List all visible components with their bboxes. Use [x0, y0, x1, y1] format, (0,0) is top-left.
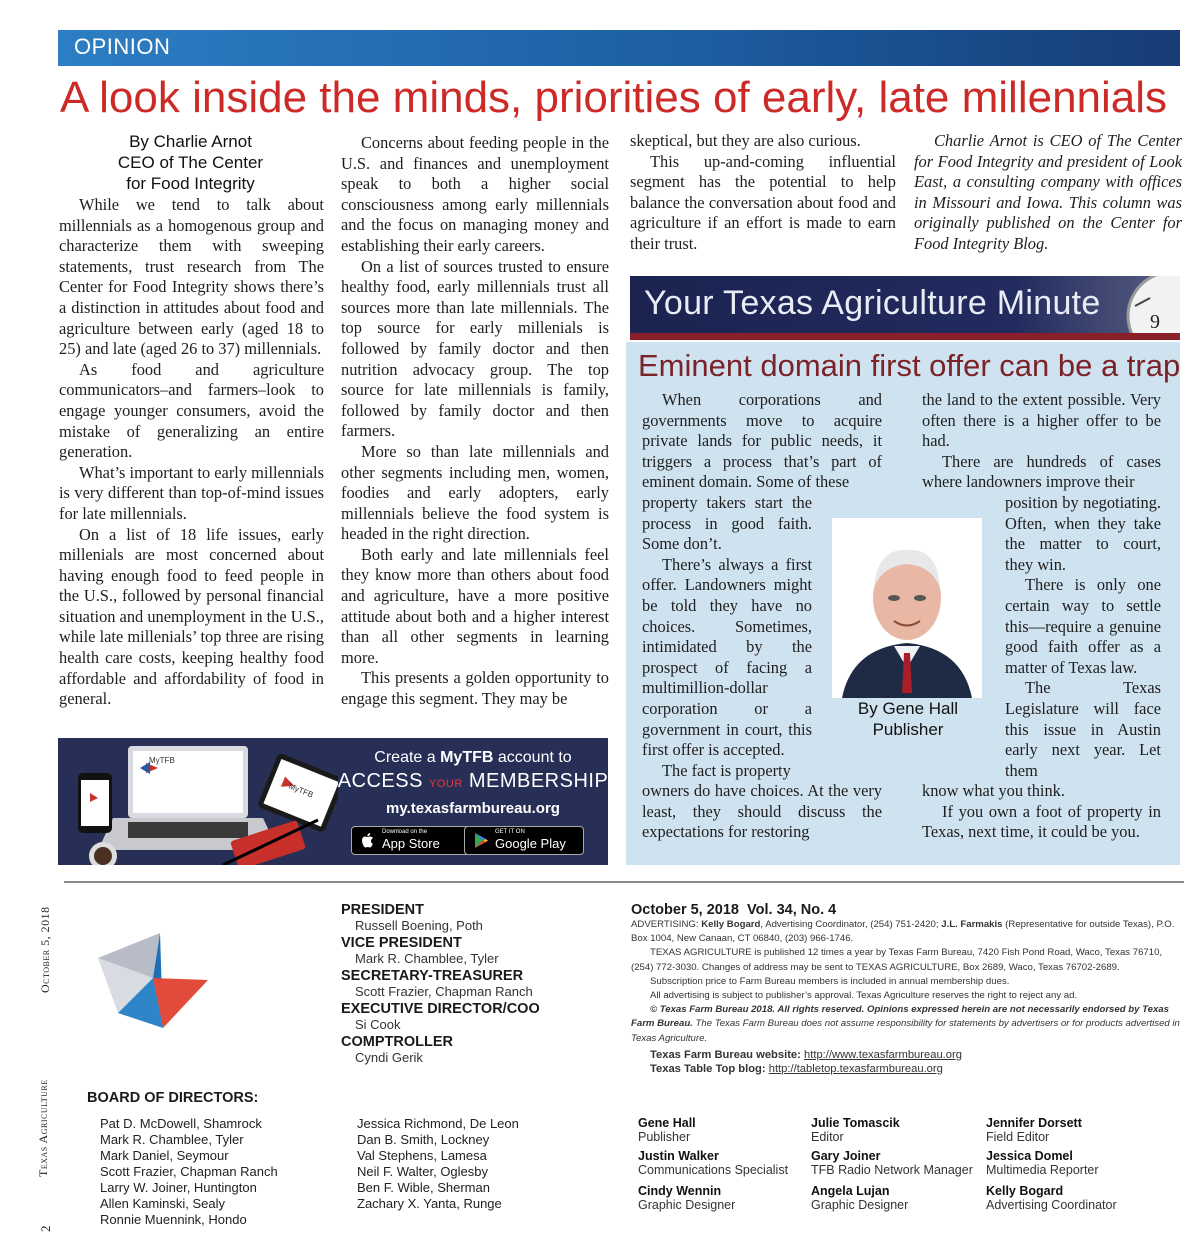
- issue-line: October 5, 2018 Vol. 34, No. 4: [631, 902, 837, 918]
- staff-name: Justin Walker: [638, 1149, 719, 1163]
- paragraph: property takers start the process in good faith. Some don’t.: [642, 492, 812, 554]
- vertical-publication: Texas Agriculture: [36, 1079, 50, 1177]
- board-member: Ronnie Muennink, Hondo: [100, 1212, 247, 1227]
- byline-name: By Charlie Arnot: [129, 132, 252, 151]
- ad-text: YOUR: [429, 778, 463, 790]
- article-headline: A look inside the minds, priorities of early, late millennials: [60, 73, 1168, 122]
- board-member: Ben F. Wible, Sherman: [357, 1180, 490, 1195]
- byline-org: for Food Integrity: [126, 174, 255, 193]
- officers-list: [341, 902, 540, 1065]
- board-member: Pat D. McDowell, Shamrock: [100, 1116, 262, 1131]
- officer-title: SECRETARY-TREASURER: [341, 968, 524, 984]
- caption-name: By Gene Hall: [857, 699, 959, 718]
- paragraph: Both early and late millennials feel they know more than others about food and agriculture, have a more positive attitude about both and a higher interest than all other segments in learning more.: [341, 544, 609, 667]
- paragraph: There’s always a first offer. Landowners might be told they have no choices. Sometimes, intimidated by the prospect of facing a multimillion-dollar corporation or a government in court, this first offer is accepted.: [642, 554, 812, 760]
- small-text: (Representative for outside Texas), P.O. Box 1004, New Canaan, CT 06840, (203) 966-1746.: [631, 919, 1175, 945]
- officer-title: VICE PRESIDENT: [341, 935, 462, 951]
- paragraph: the land to the extent possible. Very often there is a higher offer to be had.: [922, 390, 1161, 451]
- small-text: The Texas Farm Bureau does not assume responsibility for statements by advertisers or for products advertised in Texas Agriculture.: [631, 1018, 1180, 1044]
- staff-role: Field Editor: [986, 1130, 1050, 1144]
- officer-name: Cyndi Gerik: [355, 1050, 423, 1065]
- board-member: Val Stephens, Lamesa: [357, 1148, 487, 1163]
- staff-role: Advertising Coordinator: [986, 1198, 1117, 1212]
- banner-accent-line: [630, 333, 1180, 340]
- copyright-statement: [631, 1003, 1183, 1046]
- paragraph: The fact is property: [662, 760, 791, 780]
- staff-role: Graphic Designer: [811, 1198, 909, 1212]
- svg-text:9: 9: [1150, 311, 1160, 333]
- staff-entry: [638, 1149, 788, 1177]
- board-member: Scott Frazier, Chapman Ranch: [100, 1164, 278, 1179]
- google-play-icon: [473, 832, 489, 849]
- section-divider: [64, 881, 1184, 883]
- google-play-badge[interactable]: [464, 826, 584, 855]
- board-heading: BOARD OF DIRECTORS:: [87, 1090, 259, 1106]
- google-play-name: Google Play: [495, 836, 566, 851]
- officer-name: Mark R. Chamblee, Tyler: [355, 951, 499, 966]
- paragraph: The Texas Legislature will face this issue in Austin early next year. Let them: [1005, 678, 1161, 780]
- staff-name: Gene Hall: [638, 1116, 696, 1130]
- staff-role: Communications Specialist: [638, 1163, 789, 1177]
- author-photo: [832, 518, 982, 698]
- small-text: , Advertising Coordinator, (254) 751-2420;: [760, 919, 942, 930]
- board-list-left: [100, 1116, 278, 1228]
- officer-name: Russell Boening, Poth: [355, 918, 483, 933]
- blog-line: [650, 1062, 1183, 1076]
- subscription-statement: Subscription price to Farm Bureau members is included in annual membership dues.: [650, 975, 1010, 987]
- minute-banner-title: Your Texas Agriculture Minute: [644, 284, 1101, 322]
- publishing-statement: TEXAS AGRICULTURE is published 12 times a year by Texas Farm Bureau, 7420 Fish Pond Road, Waco, Texas 76710, (254) 772-3030. Changes of address may be sent to TEXAS AGRICULTURE, Box 2689, Waco, Texas 76702-2689.: [631, 947, 1163, 973]
- board-member: Dan B. Smith, Lockney: [357, 1132, 490, 1147]
- ad-text: Create a: [374, 749, 441, 766]
- vertical-date: October 5, 2018: [38, 906, 52, 993]
- paragraph: Concerns about feeding people in the U.S. and finances and unemployment speak to both a higher social consciousness among early millennials and the focus on managing money and establishing their early careers.: [341, 133, 609, 255]
- minute-headline: Eminent domain first offer can be a trap: [638, 348, 1181, 383]
- staff-name: Angela Lujan: [811, 1184, 890, 1198]
- paragraph: On a list of sources trusted to ensure healthy food, early millennials trust all sources more than late millennials. The top source for early millenials is followed by family doctor and then nutrition advocacy group. The top source for late millennials is family, followed by family doctor and then farmers.: [341, 256, 609, 441]
- staff-role: TFB Radio Network Manager: [811, 1163, 973, 1177]
- ad-subheadline: [328, 770, 608, 793]
- apple-icon: [360, 832, 376, 849]
- website-link[interactable]: http://www.texasfarmbureau.org: [804, 1048, 962, 1061]
- small-text: Texas Table Top blog:: [650, 1063, 769, 1076]
- paragraph: If you own a foot of property in Texas, next time, it could be you.: [922, 801, 1161, 842]
- staff-role: Graphic Designer: [638, 1198, 736, 1212]
- author-bio: [914, 131, 1182, 255]
- officer-title: EXECUTIVE DIRECTOR/COO: [341, 1001, 540, 1017]
- app-store-caption: Download on the: [382, 829, 428, 835]
- small-text: Kelly Bogard: [701, 919, 761, 930]
- blog-link[interactable]: http://tabletop.texasfarmbureau.org: [768, 1063, 943, 1076]
- staff-name: Kelly Bogard: [986, 1184, 1064, 1198]
- staff-name: Jessica Domel: [986, 1149, 1073, 1163]
- board-member: Mark R. Chamblee, Tyler: [100, 1132, 244, 1147]
- paragraph: Charlie Arnot is CEO of The Center for Food Integrity and president of Look East, a consulting company with offices in Missouri and Iowa. This column was originally published on the Center for Food Integrity Blog.: [914, 131, 1182, 253]
- article-column-3: [630, 131, 896, 255]
- board-member: Allen Kaminski, Sealy: [100, 1196, 225, 1211]
- paragraph: This presents a golden opportunity to engage this segment. They may be: [341, 668, 609, 709]
- advertising-contact: [631, 918, 1183, 946]
- caption-title: Publisher: [872, 720, 944, 739]
- paragraph: know what you think.: [922, 781, 1065, 801]
- section-label: OPINION: [74, 34, 171, 59]
- staff-name: Gary Joiner: [811, 1149, 881, 1163]
- officer-title: PRESIDENT: [341, 902, 424, 918]
- paragraph: As food and agriculture communicators–and farmers–look to engage younger consumers, avoid the mistake of generalizing an entire generation.: [59, 359, 324, 462]
- paragraph: While we tend to talk about millennials as a homogenous group and characterize them with sweeping statements, trust research from The Center for Food Integrity shows there’s a distinction in attitudes about food and agriculture between early (aged 18 to 25) and late (aged 26 to 37) millennials.: [59, 195, 324, 359]
- paragraph: skeptical, but they are also curious.: [630, 131, 861, 150]
- small-text: Texas Farm Bureau website:: [650, 1048, 804, 1061]
- board-member: Larry W. Joiner, Huntington: [100, 1180, 257, 1195]
- small-text: J.L. Farmakis: [941, 919, 1003, 930]
- google-play-caption: GET IT ON: [495, 829, 525, 835]
- board-member: Mark Daniel, Seymour: [100, 1148, 229, 1163]
- staff-entry: [986, 1149, 1099, 1177]
- officer-name: Scott Frazier, Chapman Ranch: [355, 984, 533, 999]
- staff-name: Julie Tomascik: [811, 1116, 900, 1130]
- staff-entry: [986, 1184, 1117, 1212]
- byline-title: CEO of The Center: [117, 153, 264, 172]
- staff-name: Jennifer Dorsett: [986, 1116, 1082, 1130]
- paragraph: On a list of 18 life issues, early millenials are most concerned about having enough food to feed people in the U.S., followed by personal financial situation and unemployment in the U.S., while late millenials’ top three are rising health care costs, keeping healthy food affordable and affordability of food in general.: [59, 524, 324, 709]
- laptop-screen-label: MyTFB: [149, 756, 175, 765]
- minute-banner: [630, 276, 1180, 333]
- staff-entry: [638, 1184, 735, 1212]
- article-byline: [88, 131, 293, 194]
- paragraph: There are hundreds of cases where landowners improve their: [922, 451, 1161, 492]
- paragraph: There is only one certain way to settle this—require a genuine good faith offer as a matter of Texas law.: [1005, 575, 1161, 677]
- small-text: © Texas Farm Bureau 2018. All rights reserved. Opinions expressed herein are not necessarily endorsed by Texas Farm Bureau.: [631, 1004, 1169, 1030]
- paragraph: This up-and-coming influential segment has the potential to help balance the conversation about food and agriculture if an effort is made to earn their trust.: [630, 151, 896, 253]
- page-number: 2: [38, 1225, 53, 1232]
- agriculture-minute-box: [626, 270, 1180, 865]
- staff-role: Editor: [811, 1130, 844, 1144]
- ad-text: MEMBERSHIP: [462, 770, 608, 792]
- ad-text: ACCESS: [337, 770, 429, 792]
- staff-entry: [811, 1184, 908, 1212]
- farm-bureau-star-logo: [98, 928, 208, 1038]
- app-store-name: App Store: [382, 836, 440, 851]
- devices-illustration: [58, 738, 338, 865]
- officer-title: COMPTROLLER: [341, 1034, 453, 1050]
- staff-entry: [986, 1116, 1082, 1144]
- board-list-right: [357, 1116, 519, 1212]
- website-line: [650, 1048, 1183, 1062]
- photo-caption: [832, 698, 984, 740]
- board-member: Neil F. Walter, Oglesby: [357, 1164, 489, 1179]
- staff-role: Publisher: [638, 1130, 691, 1144]
- clock-icon: [1110, 276, 1180, 333]
- board-member: Zachary X. Yanta, Runge: [357, 1196, 502, 1211]
- staff-name: Cindy Wennin: [638, 1184, 722, 1198]
- staff-role: Multimedia Reporter: [986, 1163, 1099, 1177]
- staff-entry: [638, 1116, 696, 1144]
- ad-brand: MyTFB: [440, 749, 494, 766]
- section-banner: [58, 30, 1180, 66]
- staff-entry: [811, 1149, 973, 1177]
- advertising-policy: All advertising is subject to publisher’s approval. Texas Agriculture reserves the right to reject any ad.: [650, 990, 1078, 1002]
- paragraph: What’s important to early millennials is very different than top-of-mind issues for late millennials.: [59, 462, 324, 523]
- small-text: ADVERTISING:: [631, 919, 702, 930]
- staff-entry: [811, 1116, 900, 1144]
- paragraph: More so than late millennials and other segments including men, women, foodies and early adopters, early millennials believe the food system is headed in the right direction.: [341, 441, 609, 544]
- paragraph: position by negotiating. Often, when they take the matter to court, they win.: [1005, 492, 1161, 574]
- mytfb-advertisement[interactable]: [58, 738, 608, 865]
- paragraph: When corporations and governments move to acquire private lands for public needs, it triggers a process that’s part of eminent domain. Some of these: [642, 390, 882, 492]
- app-store-badge[interactable]: [351, 826, 471, 855]
- tablet-screen-label: MyTFB: [287, 781, 315, 800]
- article-column-1: [59, 195, 324, 710]
- ad-text: account to: [493, 749, 572, 766]
- ad-headline: [358, 749, 588, 767]
- board-member: Jessica Richmond, De Leon: [357, 1116, 519, 1131]
- officer-name: Si Cook: [355, 1017, 401, 1032]
- ad-url[interactable]: my.texasfarmbureau.org: [386, 800, 560, 817]
- article-column-2: [341, 133, 609, 710]
- publication-info: [631, 902, 1183, 1076]
- paragraph: owners do have choices. At the very least, they should discuss the expectations for restoring: [642, 781, 882, 842]
